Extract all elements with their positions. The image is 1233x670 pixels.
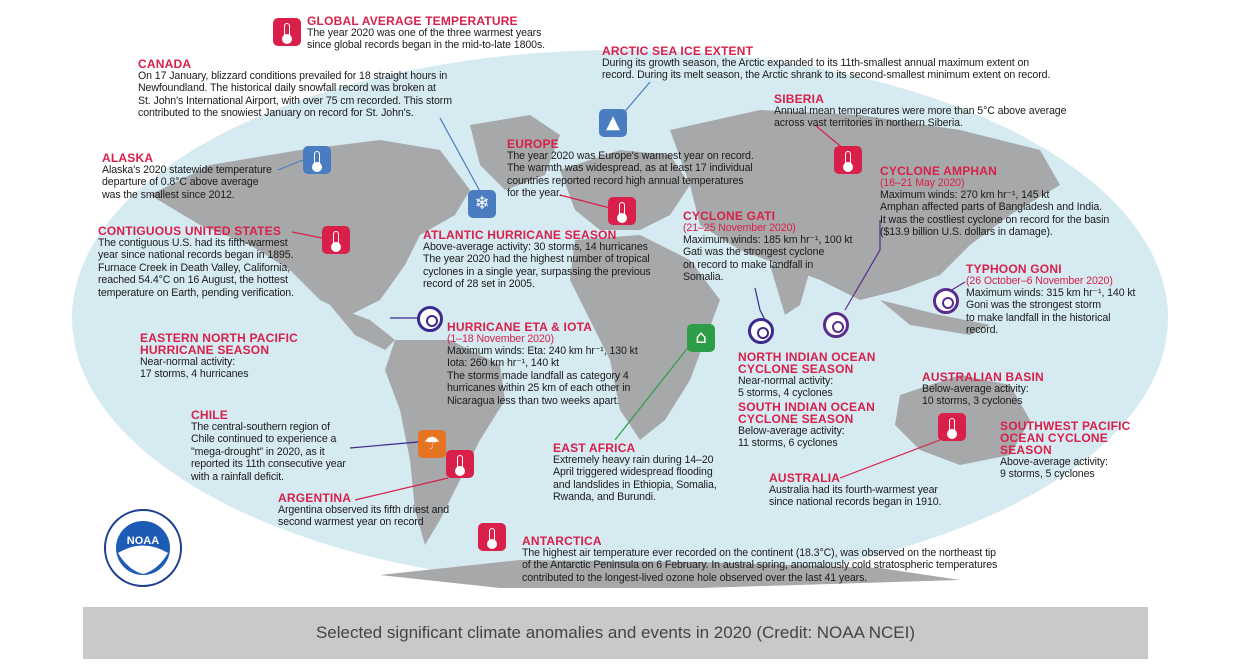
flood-icon [687,324,715,352]
australia-title: AUSTRALIA [769,471,841,485]
goni-title: TYPHOON GONI [966,262,1062,276]
swp-title: SOUTHWEST PACIFIC OCEAN CYCLONE SEASON [1000,419,1131,457]
annotation-swp [1000,420,1131,481]
atlantic-body: Above-average activity: 30 storms, 14 hurricanes The year 2020 had the highest number of tropical cyclones in a single year, surpassing the previous record of 28 set in 2005. [423,241,651,291]
snowflake-glyph-icon: ❄ [474,193,490,214]
eta-iota-title: HURRICANE ETA & IOTA [447,320,593,334]
alaska-thermometer-icon [303,146,331,174]
chile-title: CHILE [191,408,228,422]
eta-iota-body: Maximum winds: Eta: 240 km hr⁻¹, 130 kt Iota: 260 km hr⁻¹, 140 kt The storms made landfall as category 4 hurricanes within 25 km of each other in Nicaragua less than two weeks apart. [447,345,638,407]
argentina-title: ARGENTINA [278,491,352,505]
annotation-gati [683,210,852,284]
global-body: The year 2020 was one of the three warmest years since global records began in the mid-to-late 1800s. [307,27,546,52]
drought-glyph-icon: ☂ [423,433,441,454]
contiguous-us-body: The contiguous U.S. had its fifth-warmest year since national records began in 1895. Furnace Creek in Death Valley, California, reached 54.4°C on 16 August, the hottest temperature on Earth, pending verification. [98,237,294,299]
antarctica-thermometer-icon [478,523,506,551]
siberia-title: SIBERIA [774,92,825,106]
atlantic-title: ATLANTIC HURRICANE SEASON [423,228,617,242]
antarctica-body: The highest air temperature ever recorded on the continent (18.3°C), was observed on the northeast tip of the Antarctic Peninsula on 6 February. In austral spring, anomalously cold stratospheric temperatures contributed to the longest-lived ozone hole observed over the last 41 years. [522,547,998,584]
goni-dates: (26 October–6 November 2020) [966,275,1113,287]
siberia-body: Annual mean temperatures were more than 5°C above average across vast territories in northern Siberia. [774,105,1067,130]
annotation-global [307,15,545,52]
noaa-logo-text: NOAA [126,535,160,547]
annotation-antarctica [522,535,997,584]
east-africa-body: Extremely heavy rain during 14–20 April triggered widespread flooding and landslides in Ethiopia, Somalia, Rwanda, and Burundi. [553,454,717,504]
australia-body: Australia had its fourth-warmest year since national records began in 1910. [769,484,942,509]
sio-body: Below-average activity: 11 storms, 6 cyclones [738,425,845,450]
arctic-body: During its growth season, the Arctic expanded to its 11th-smallest annual maximum extent on record. During its melt season, the Arctic shrank to its second-smallest minimum extent on record. [602,57,1051,82]
annotation-siberia [774,93,1066,130]
amphan-storm-icon [823,312,849,338]
enp-title: EASTERN NORTH PACIFIC HURRICANE SEASON [140,331,298,357]
annotation-australia [769,472,941,509]
enp-body: Near-normal activity: 17 storms, 4 hurricanes [140,356,249,381]
arctic-title: ARCTIC SEA ICE EXTENT [602,44,754,58]
global-thermometer-icon [273,18,301,46]
annotation-canada [138,58,452,120]
goni-storm-icon [933,288,959,314]
annotation-europe [507,138,754,200]
figure-caption: Selected significant climate anomalies and events in 2020 (Credit: NOAA NCEI) [83,607,1148,659]
global-title: GLOBAL AVERAGE TEMPERATURE [307,14,518,28]
annotation-eta-iota [447,321,638,407]
alaska-body: Alaska's 2020 statewide temperature departure of 0.8°C above average was the smallest since 2012. [102,164,272,201]
arctic-ice-icon [599,109,627,137]
antarctica-title: ANTARCTICA [522,534,602,548]
amphan-body: Maximum winds: 270 km hr⁻¹, 145 kt Amphan affected parts of Bangladesh and India. It was the costliest cyclone on record for the basin ($13.9 billion U.S. dollars in damage). [880,189,1110,239]
nio-body: Near-normal activity: 5 storms, 4 cyclones [738,375,834,400]
argentina-thermometer-icon [446,450,474,478]
gati-body: Maximum winds: 185 km hr⁻¹, 100 kt Gati was the strongest cyclone on record to make landfall in Somalia. [683,234,853,284]
annotation-contiguous-us [98,225,294,299]
amphan-dates: (16–21 May 2020) [880,177,965,189]
noaa-logo [103,508,183,588]
europe-body: The year 2020 was Europe's warmest year on record. The warmth was widespread, as at least 17 individual countries reported record high annual temperatures for the year. [507,150,754,200]
annotation-amphan [880,165,1109,239]
gati-title: CYCLONE GATI [683,209,776,223]
europe-title: EUROPE [507,137,559,151]
sio-title: SOUTH INDIAN OCEAN CYCLONE SEASON [738,400,875,426]
annotation-atlantic [423,229,651,291]
aus-basin-title: AUSTRALIAN BASIN [922,370,1044,384]
house-glyph-icon: ⌂ [695,327,707,348]
annotation-aus-basin [922,371,1044,408]
amphan-title: CYCLONE AMPHAN [880,164,998,178]
alaska-title: ALASKA [102,151,154,165]
annotation-enp [140,332,298,381]
us-thermometer-icon [322,226,350,254]
gati-storm-icon [748,318,774,344]
ice-glyph-icon: ▲ [606,112,620,133]
annotation-argentina [278,492,449,529]
annotation-alaska [102,152,272,201]
eta-iota-dates: (1–18 November 2020) [447,333,554,345]
chile-body: The central-southern region of Chile continued to experience a "mega-drought" in 2020, as it reported its 11th consecutive year with a rainfall deficit. [191,421,346,483]
aus-basin-body: Below-average activity: 10 storms, 3 cyclones [922,383,1029,408]
annotation-east-africa [553,442,717,504]
gati-dates: (21–25 November 2020) [683,222,796,234]
europe-thermometer-icon [608,197,636,225]
canada-body: On 17 January, blizzard conditions prevailed for 18 straight hours in Newfoundland. The historical daily snowfall record was broken at St. John's International Airport, with over 75 cm recorded. This storm contributed to the snowiest January on record for St. John's. [138,70,452,120]
east-africa-title: EAST AFRICA [553,441,636,455]
drought-icon [418,430,446,458]
annotation-chile [191,409,346,483]
nio-title: NORTH INDIAN OCEAN CYCLONE SEASON [738,350,876,376]
contiguous-us-title: CONTIGUOUS UNITED STATES [98,224,282,238]
goni-body: Maximum winds: 315 km hr⁻¹, 140 kt Goni was the strongest storm to make landfall in the historical record. [966,287,1136,337]
snowflake-icon [468,190,496,218]
annotation-nio [738,351,876,400]
canada-title: CANADA [138,57,192,71]
siberia-thermometer-icon [834,146,862,174]
australia-thermometer-icon [938,413,966,441]
annotation-arctic [602,45,1050,82]
swp-body: Above-average activity: 9 storms, 5 cyclones [1000,456,1108,481]
eta-iota-storm-icon [417,306,443,332]
annotation-sio [738,401,875,450]
argentina-body: Argentina observed its fifth driest and second warmest year on record [278,504,449,529]
annotation-goni [966,263,1135,337]
